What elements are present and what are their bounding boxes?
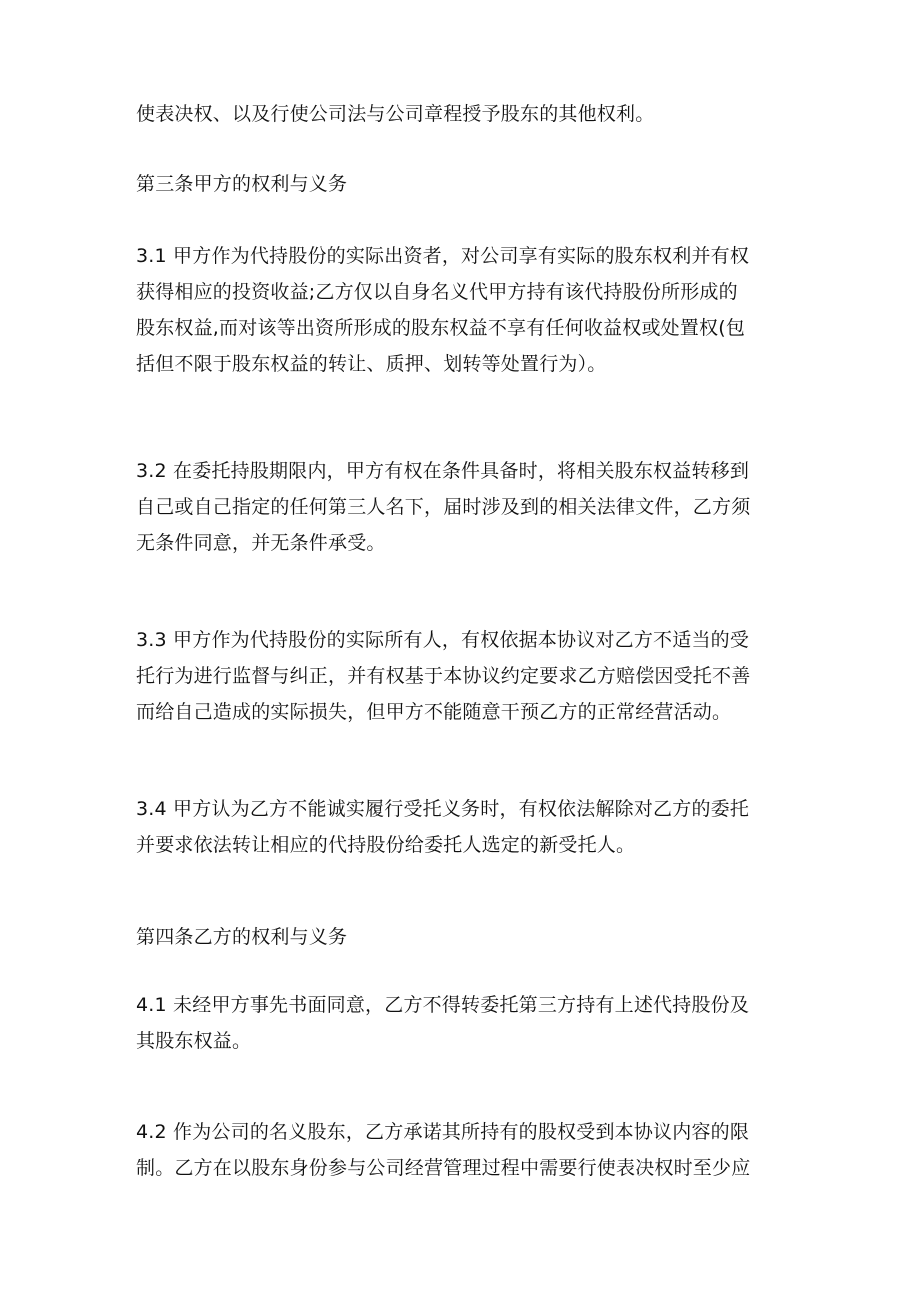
heading-article-4: [136, 919, 786, 955]
text-line: 4.1 未经甲方事先书面同意，乙方不得转委托第三方持有上述代持股份及: [136, 994, 750, 1016]
text-line: 无条件同意，并无条件承受。: [136, 532, 386, 554]
text-line: 3.1 甲方作为代持股份的实际出资者，对公司享有实际的股东权利并有权: [136, 245, 750, 267]
clause-3-2: [136, 453, 786, 561]
text-line: 而给自己造成的实际损失，但甲方不能随意干预乙方的正常经营活动。: [136, 701, 732, 723]
text-line: 并要求依法转让相应的代持股份给委托人选定的新受托人。: [136, 834, 636, 856]
text-line: 3.3 甲方作为代持股份的实际所有人，有权依据本协议对乙方不适当的受: [136, 629, 750, 651]
heading-text: 第四条乙方的权利与义务: [136, 926, 348, 948]
clause-3-4: [136, 791, 786, 863]
text-line: 自己或自己指定的任何第三人名下，届时涉及到的相关法律文件，乙方须: [136, 496, 751, 518]
text-line: 4.2 作为公司的名义股东，乙方承诺其所持有的股权受到本协议内容的限: [136, 1121, 750, 1143]
text-line: 托行为进行监督与纠正，并有权基于本协议约定要求乙方赔偿因受托不善: [136, 665, 751, 687]
text-line: 制。乙方在以股东身份参与公司经营管理过程中需要行使表决权时至少应: [136, 1157, 751, 1179]
text-line: 3.2 在委托持股期限内，甲方有权在条件具备时，将相关股东权益转移到: [136, 460, 750, 482]
text-line: 3.4 甲方认为乙方不能诚实履行受托义务时，有权依法解除对乙方的委托: [136, 798, 750, 820]
text-line: 股东权益,而对该等出资所形成的股东权益不享有任何收益权或处置权(包: [136, 317, 746, 339]
text-line: 获得相应的投资收益;乙方仅以自身名义代甲方持有该代持股份所形成的: [136, 281, 738, 303]
clause-4-2: [136, 1114, 786, 1186]
paragraph-continuation: [136, 96, 786, 132]
text-line: 使表决权、以及行使公司法与公司章程授予股东的其他权利。: [136, 103, 655, 125]
clause-4-1: [136, 987, 786, 1059]
clause-3-3: [136, 622, 786, 730]
text-line: 其股东权益。: [136, 1030, 252, 1052]
heading-text: 第三条甲方的权利与义务: [136, 173, 348, 195]
heading-article-3: [136, 166, 786, 202]
clause-3-1: [136, 238, 786, 382]
text-line: 括但不限于股东权益的转让、质押、划转等处置行为）。: [136, 353, 607, 375]
